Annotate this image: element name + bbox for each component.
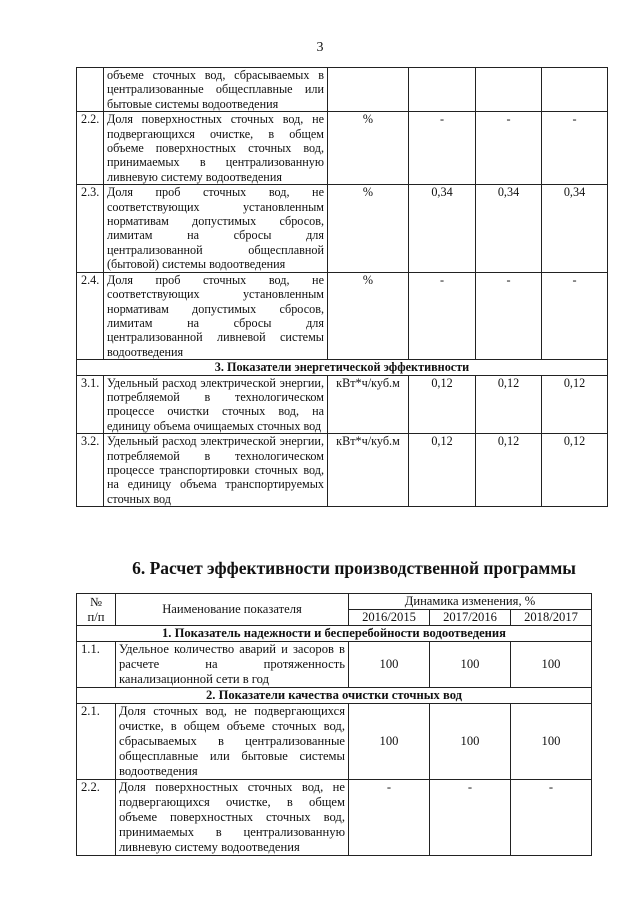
- row-number: [77, 68, 104, 112]
- row-description: Доля проб сточных вод, не соответствующих установленным нормативам допустимых сбросов, лимитам на сбросы для централизованной ливневой системы водоотведения: [104, 272, 328, 359]
- table-row: [77, 185, 608, 272]
- row-value-1: 100: [349, 642, 430, 688]
- row-number: 2.1.: [77, 704, 116, 780]
- row-unit: кВт*ч/куб.м: [328, 375, 409, 434]
- header-period-2: 2017/2016: [430, 610, 511, 626]
- row-value-2: 100: [430, 704, 511, 780]
- row-value-2: 0,34: [476, 185, 542, 272]
- row-number: 2.2.: [77, 780, 116, 856]
- row-description: Доля поверхностных сточных вод, не подвергающихся очистке, в общем объеме поверхностных сточных вод, принимаемых в централизованную ливневую систему водоотведения: [104, 112, 328, 185]
- row-value-3: -: [511, 780, 592, 856]
- row-value-1: 0,12: [409, 434, 476, 507]
- row-description: Удельный расход электрической энергии, потребляемой в технологическом процессе очистки сточных вод, на единицу объема очищаемых сточных вод: [104, 375, 328, 434]
- row-value-1: -: [349, 780, 430, 856]
- table-row: [77, 704, 592, 780]
- row-description: Удельный расход электрической энергии, потребляемой в технологическом процессе транспортировки сточных вод, на единицу объема транспортируемых сточных вод: [104, 434, 328, 507]
- table-row: [77, 68, 608, 112]
- row-value-1: 0,34: [409, 185, 476, 272]
- section-row: [77, 688, 592, 704]
- section-row: [77, 626, 592, 642]
- row-value-3: 100: [511, 704, 592, 780]
- section-heading-quality: 2. Показатели качества очистки сточных вод: [77, 688, 592, 704]
- section-heading-reliability: 1. Показатель надежности и бесперебойности водоотведения: [77, 626, 592, 642]
- section-title: 6. Расчет эффективности производственной программы: [132, 558, 576, 578]
- row-value-1: -: [409, 272, 476, 359]
- row-value-2: 100: [430, 642, 511, 688]
- row-number: 3.1.: [77, 375, 104, 434]
- row-unit: кВт*ч/куб.м: [328, 434, 409, 507]
- header-num-line1: №: [89, 594, 103, 609]
- row-value-1: 100: [349, 704, 430, 780]
- page-number: 3: [316, 40, 324, 55]
- row-value-3: [542, 68, 608, 112]
- row-description: Удельное количество аварий и засоров в расчете на протяженность канализационной сети в год: [116, 642, 349, 688]
- indicators-table: [76, 67, 608, 507]
- row-description: Доля сточных вод, не подвергающихся очистке, в общем объеме сточных вод, сбрасываемых в централизованные общесплавные или бытовые системы водоотведения: [116, 704, 349, 780]
- row-value-1: 0,12: [409, 375, 476, 434]
- row-value-2: 0,12: [476, 375, 542, 434]
- header-num-line2: п/п: [87, 609, 105, 624]
- efficiency-table: [76, 593, 592, 856]
- row-description: объеме сточных вод, сбрасываемых в централизованные общесплавные или бытовые системы водоотведения: [104, 68, 328, 112]
- table-row: [77, 780, 592, 856]
- row-unit: [328, 68, 409, 112]
- row-value-3: 100: [511, 642, 592, 688]
- table-row: [77, 272, 608, 359]
- row-value-2: [476, 68, 542, 112]
- row-description: Доля поверхностных сточных вод, не подвергающихся очистке, в общем объеме поверхностных сточных вод, принимаемых в централизованную ливневую систему водоотведения: [116, 780, 349, 856]
- row-number: 1.1.: [77, 642, 116, 688]
- header-row: [77, 594, 592, 610]
- header-name: Наименование показателя: [116, 594, 349, 626]
- row-value-2: -: [430, 780, 511, 856]
- row-number: 2.4.: [77, 272, 104, 359]
- row-number: 2.3.: [77, 185, 104, 272]
- section-row: [77, 360, 608, 375]
- row-unit: %: [328, 272, 409, 359]
- header-period-1: 2016/2015: [349, 610, 430, 626]
- table-row: [77, 375, 608, 434]
- row-number: 3.2.: [77, 434, 104, 507]
- row-number: 2.2.: [77, 112, 104, 185]
- row-description: Доля проб сточных вод, не соответствующих установленным нормативам допустимых сбросов, лимитам на сбросы для централизованной общесплавной (бытовой) системы водоотведения: [104, 185, 328, 272]
- row-value-3: -: [542, 112, 608, 185]
- table-row: [77, 642, 592, 688]
- row-value-1: [409, 68, 476, 112]
- row-value-2: 0,12: [476, 434, 542, 507]
- header-period-3: 2018/2017: [511, 610, 592, 626]
- header-dynamics: Динамика изменения, %: [349, 594, 592, 610]
- header-num: [77, 594, 116, 626]
- table-row: [77, 112, 608, 185]
- row-value-3: 0,34: [542, 185, 608, 272]
- row-value-3: 0,12: [542, 375, 608, 434]
- row-value-3: -: [542, 272, 608, 359]
- row-unit: %: [328, 185, 409, 272]
- section-heading-energy: 3. Показатели энергетической эффективности: [77, 360, 608, 375]
- row-value-2: -: [476, 112, 542, 185]
- row-value-2: -: [476, 272, 542, 359]
- row-unit: %: [328, 112, 409, 185]
- row-value-3: 0,12: [542, 434, 608, 507]
- table-row: [77, 434, 608, 507]
- row-value-1: -: [409, 112, 476, 185]
